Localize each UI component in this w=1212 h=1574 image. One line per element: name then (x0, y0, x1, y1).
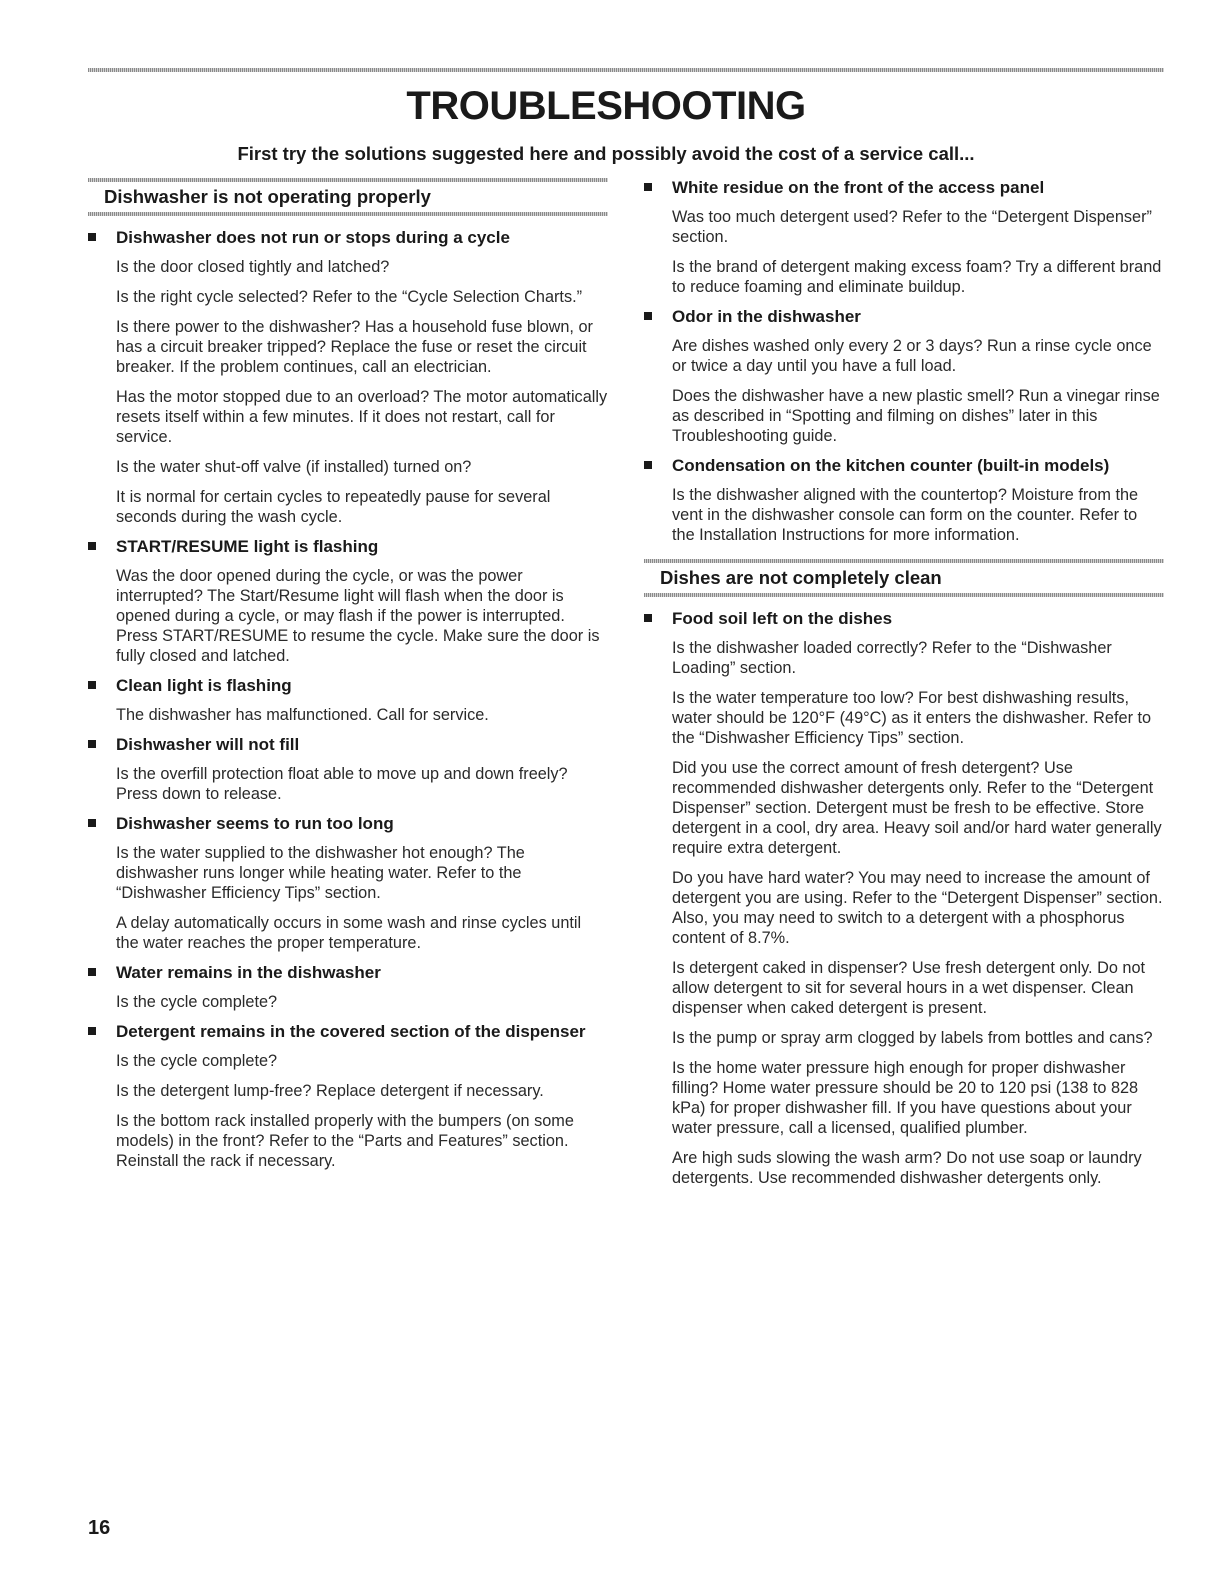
page-title: TROUBLESHOOTING (406, 84, 806, 128)
page-number: 16 (88, 1517, 111, 1539)
right-items-top (644, 178, 1164, 545)
troubleshooting-item (88, 814, 608, 953)
item-paragraph: Was too much detergent used? Refer to the “Detergent Dispenser” section. (672, 208, 1152, 246)
right-items-bottom (644, 609, 1164, 1188)
item-paragraph: Was the door opened during the cycle, or was the power interrupted? The Start/Resume light will flash when the door is opened during a cycle, or may flash if the power is interrupted. Press START/RESUME to resume the cycle. Make sure the door is fully closed and latched. (116, 567, 600, 665)
item-heading (644, 178, 1164, 198)
section-title: Dishwasher is not operating properly (104, 186, 431, 207)
item-paragraph: Is the water supplied to the dishwasher hot enough? The dishwasher runs longer while heating water. Refer to the “Dishwasher Efficiency Tips” section. (116, 844, 525, 902)
item-heading (88, 963, 608, 983)
item-paragraph: Does the dishwasher have a new plastic smell? Run a vinegar rinse as described in “Spotting and filming on dishes” later in this Troubleshooting guide. (672, 387, 1160, 445)
item-heading-text: Dishwasher does not run or stops during a cycle (116, 228, 510, 247)
item-paragraph: Is the cycle complete? (116, 1052, 278, 1070)
item-heading-text: Food soil left on the dishes (672, 609, 893, 628)
troubleshooting-item (88, 1022, 608, 1171)
item-paragraph: The dishwasher has malfunctioned. Call for service. (116, 706, 489, 724)
item-paragraph: Do you have hard water? You may need to increase the amount of detergent you are using. Refer to the “Detergent Dispenser” section. Also, you may need to switch to a detergent with a phosphorus content of 8.7%. (672, 869, 1163, 947)
item-heading (88, 1022, 608, 1042)
item-paragraph: Is the water temperature too low? For best dishwashing results, water should be 120°F (49°C) as it enters the dishwasher. Refer to the “Dishwasher Efficiency Tips” section. (672, 689, 1152, 747)
item-heading-text: Clean light is flashing (116, 676, 292, 695)
item-heading-text: Water remains in the dishwasher (116, 963, 381, 982)
left-items (88, 228, 608, 1171)
item-heading-text: Condensation on the kitchen counter (built-in models) (672, 456, 1110, 475)
section-header (88, 178, 608, 216)
item-heading (88, 735, 608, 755)
right-column (644, 178, 1164, 1198)
troubleshooting-item (644, 307, 1164, 446)
item-paragraph: Did you use the correct amount of fresh detergent? Use recommended dishwasher detergents only. Refer to the “Detergent Dispenser” section. Detergent must be fresh to be effective. Store detergent in a cool, dry area. Heavy soil and/or hard water generally require extra detergent. (672, 759, 1162, 857)
item-heading-text: White residue on the front of the access panel (672, 178, 1045, 197)
troubleshooting-item (88, 228, 608, 527)
troubleshooting-item (644, 178, 1164, 297)
item-paragraph: Is there power to the dishwasher? Has a household fuse blown, or has a circuit breaker tripped? Replace the fuse or reset the circuit breaker. If the problem continues, call an electrician. (116, 318, 593, 376)
item-paragraph: Are high suds slowing the wash arm? Do not use soap or laundry detergents. Use recommended dishwasher detergents only. (672, 1149, 1142, 1187)
troubleshooting-item (88, 735, 608, 804)
square-bullet-icon (88, 819, 96, 827)
item-paragraph: A delay automatically occurs in some wash and rinse cycles until the water reaches the proper temperature. (116, 914, 582, 952)
square-bullet-icon (644, 461, 652, 469)
square-bullet-icon (88, 968, 96, 976)
item-heading-text: START/RESUME light is flashing (116, 537, 379, 556)
item-paragraph: Is the right cycle selected? Refer to the “Cycle Selection Charts.” (116, 288, 583, 306)
item-paragraph: Is the water shut-off valve (if installed) turned on? (116, 458, 472, 476)
item-paragraph: Is the bottom rack installed properly with the bumpers (on some models) in the front? Refer to the “Parts and Features” section. Reinstall the rack if necessary. (116, 1112, 574, 1170)
square-bullet-icon (88, 233, 96, 241)
item-paragraph: Is the dishwasher aligned with the countertop? Moisture from the vent in the dishwasher console can form on the counter. Refer to the Installation Instructions for more information. (672, 486, 1139, 544)
left-column (88, 178, 608, 1181)
section-title: Dishes are not completely clean (660, 567, 942, 588)
item-heading (88, 676, 608, 696)
item-heading-text: Dishwasher seems to run too long (116, 814, 394, 833)
troubleshooting-item (88, 676, 608, 725)
item-paragraph: Is the brand of detergent making excess foam? Try a different brand to reduce foaming and eliminate buildup. (672, 258, 1162, 296)
item-paragraph: Are dishes washed only every 2 or 3 days? Run a rinse cycle once or twice a day until you have a full load. (672, 337, 1152, 375)
top-rule (88, 68, 1164, 72)
item-paragraph: Is the dishwasher loaded correctly? Refer to the “Dishwasher Loading” section. (672, 639, 1112, 677)
item-paragraph: Has the motor stopped due to an overload? The motor automatically resets itself within a few minutes. If it does not restart, call for service. (116, 388, 608, 446)
item-heading (644, 609, 1164, 629)
item-heading (88, 537, 608, 557)
troubleshooting-item (88, 537, 608, 666)
square-bullet-icon (88, 542, 96, 550)
item-heading-text: Detergent remains in the covered section of the dispenser (116, 1022, 586, 1041)
square-bullet-icon (644, 183, 652, 191)
item-heading (88, 228, 608, 248)
section-rule-bottom (644, 593, 1164, 597)
item-heading-text: Dishwasher will not fill (116, 735, 300, 754)
square-bullet-icon (88, 740, 96, 748)
item-heading-text: Odor in the dishwasher (672, 307, 861, 326)
square-bullet-icon (644, 312, 652, 320)
item-paragraph: Is the cycle complete? (116, 993, 278, 1011)
item-heading (644, 307, 1164, 327)
item-heading (88, 814, 608, 834)
page-subtitle: First try the solutions suggested here and possibly avoid the cost of a service call... (237, 143, 975, 164)
item-paragraph: Is the detergent lump-free? Replace detergent if necessary. (116, 1082, 544, 1100)
troubleshooting-item (644, 609, 1164, 1188)
square-bullet-icon (644, 614, 652, 622)
item-paragraph: It is normal for certain cycles to repeatedly pause for several seconds during the wash cycle. (116, 488, 551, 526)
item-paragraph: Is the pump or spray arm clogged by labels from bottles and cans? (672, 1029, 1153, 1047)
troubleshooting-item (644, 456, 1164, 545)
item-paragraph: Is the overfill protection float able to move up and down freely? Press down to release. (116, 765, 568, 803)
item-paragraph: Is the door closed tightly and latched? (116, 258, 390, 276)
square-bullet-icon (88, 681, 96, 689)
section-rule-bottom (88, 212, 608, 216)
section-header (644, 559, 1164, 597)
item-paragraph: Is the home water pressure high enough for proper dishwasher filling? Home water pressure should be 20 to 120 psi (138 to 828 kPa) for proper dishwasher fill. If you have questions about your water pressure, call a licensed, qualified plumber. (672, 1059, 1139, 1137)
square-bullet-icon (88, 1027, 96, 1035)
item-heading (644, 456, 1164, 476)
item-paragraph: Is detergent caked in dispenser? Use fresh detergent only. Do not allow detergent to sit for several hours in a wet dispenser. Clean dispenser when caked detergent is present. (672, 959, 1146, 1017)
troubleshooting-item (88, 963, 608, 1012)
